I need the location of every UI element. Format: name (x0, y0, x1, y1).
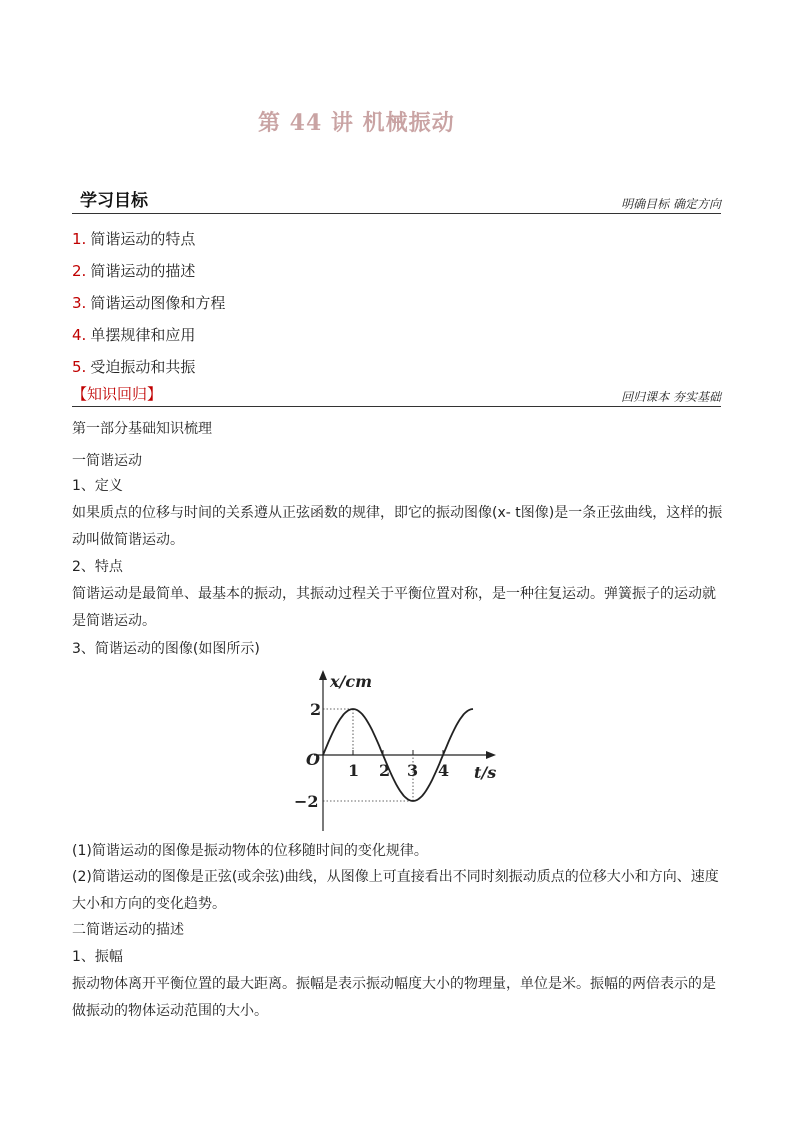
subsection-heading: 3、简谐运动的图像(如图所示) (72, 641, 260, 657)
learning-goals-header (72, 180, 721, 214)
goal-item: 4. 单摆规律和应用 (72, 326, 196, 344)
knowledge-review-heading: 【知识回归】 (72, 385, 163, 403)
y-axis-label: x/cm (330, 672, 373, 691)
x-axis-label: t/s (474, 763, 497, 782)
x-tick-label: 2 (379, 761, 391, 780)
part-heading: 第一部分基础知识梳理 (72, 421, 212, 437)
origin-label: O (306, 750, 320, 769)
learning-goals-slogan: 明确目标 确定方向 (621, 197, 721, 211)
y-tick-label: 2 (310, 700, 322, 719)
subsection-heading: 2、特点 (72, 559, 123, 575)
graph-note-1: (1)简谐运动的图像是振动物体的位移随时间的变化规律。 (72, 843, 428, 859)
goal-item: 3. 简谐运动图像和方程 (72, 294, 226, 312)
definition-paragraph: 如果质点的位移与时间的关系遵从正弦函数的规律，即它的振动图像(x- t图像)是一条正弦曲线，这样的振动叫做简谐运动。 (72, 505, 723, 548)
y-tick-label: −2 (294, 792, 319, 811)
x-axis-arrow (486, 751, 496, 759)
y-axis-arrow (319, 670, 327, 680)
learning-goals-list (72, 228, 225, 388)
goal-item: 5. 受迫振动和共振 (72, 358, 196, 376)
graph-note-2: (2)简谐运动的图像是正弦(或余弦)曲线，从图像上可直接看出不同时刻振动质点的位移大小和方向、速度大小和方向的变化趋势。 (72, 869, 719, 912)
subsection-heading: 1、振幅 (72, 949, 123, 965)
x-tick-label: 3 (407, 761, 419, 780)
x-tick-label: 1 (348, 761, 360, 780)
knowledge-review-slogan: 回归课本 夯实基础 (621, 390, 721, 404)
features-paragraph: 简谐运动是最简单、最基本的振动，其振动过程关于平衡位置对称，是一种往复运动。弹簧振子的运动就是简谐运动。 (72, 586, 716, 629)
subsection-heading: 1、定义 (72, 478, 123, 494)
goal-item: 2. 简谐运动的描述 (72, 262, 196, 280)
x-tick-label: 4 (438, 761, 450, 780)
knowledge-review-header (72, 382, 721, 407)
section-heading: 二简谐运动的描述 (72, 922, 184, 938)
section-heading: 一简谐运动 (72, 453, 142, 469)
learning-goals-heading: 学习目标 (80, 191, 148, 211)
lecture-title: 第 44 讲 机械振动 (258, 110, 455, 136)
goal-item: 1. 简谐运动的特点 (72, 230, 196, 248)
shm-displacement-chart (290, 665, 510, 835)
amplitude-paragraph: 振动物体离开平衡位置的最大距离。振幅是表示振动幅度大小的物理量，单位是米。振幅的两倍表示的是做振动的物体运动范围的大小。 (72, 976, 716, 1019)
